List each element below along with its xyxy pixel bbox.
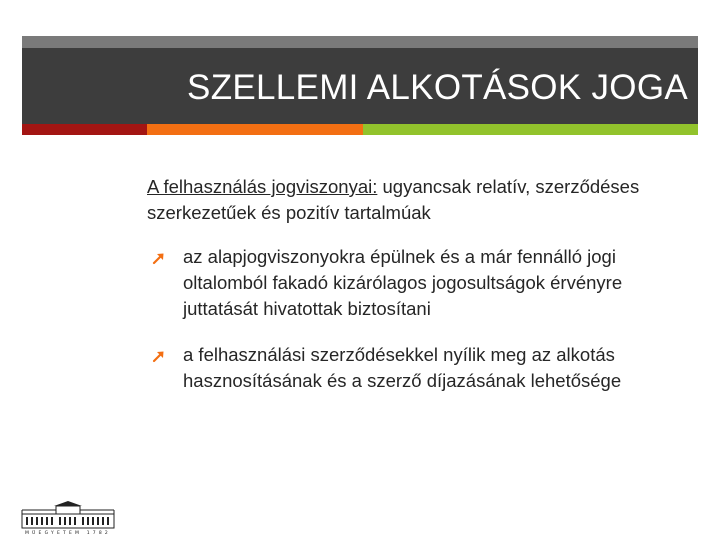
logo-caption: MŰEGYETEM 1782 <box>24 531 112 536</box>
list-item <box>147 244 699 322</box>
intro-text: ugyancsak relatív, szerződéses szerkezetűek és pozitív tartalmúak <box>147 176 640 223</box>
slide-content <box>147 174 699 414</box>
diagonal-arrow-icon <box>151 250 167 266</box>
header-top-strip <box>22 36 698 48</box>
title-bar <box>22 48 698 124</box>
intro-label: A felhasználás jogviszonyai: <box>147 176 378 197</box>
list-item <box>147 342 699 394</box>
bullet-text: az alapjogviszonyokra épülnek és a már fennálló jogi oltalomból fakadó kizárólagos jogosultságok érvényre juttatását hivatottak biztosítani <box>183 246 623 319</box>
diagonal-arrow-icon <box>151 348 167 364</box>
bullet-text: a felhasználási szerződésekkel nyílik meg az alkotás hasznosításának és a szerző díjazásának lehetősége <box>183 344 622 391</box>
accent-stripe-orange <box>147 124 363 135</box>
accent-stripe-red <box>22 124 147 135</box>
intro-paragraph <box>147 174 699 226</box>
university-building-logo <box>18 500 118 536</box>
slide-title: SZELLEMI ALKOTÁSOK JOGA <box>187 68 688 107</box>
accent-stripe-green <box>363 124 698 135</box>
bullet-list <box>147 244 699 394</box>
